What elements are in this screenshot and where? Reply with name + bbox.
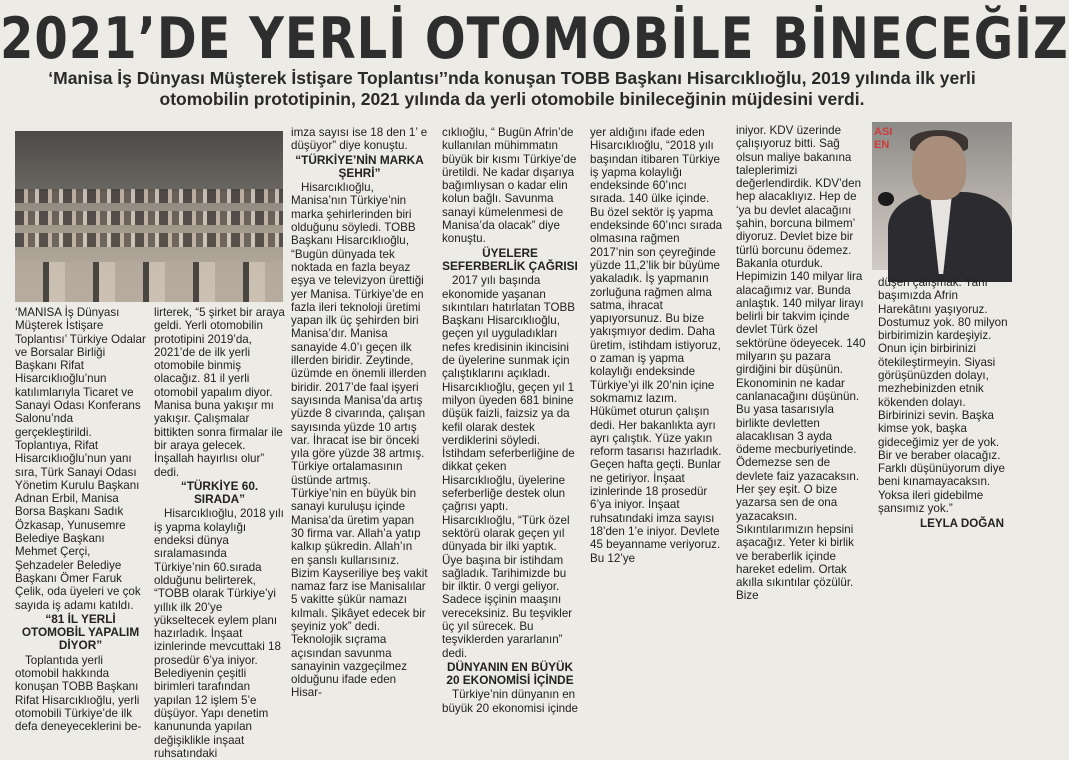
col4-paragraph: Türkiye’nin dünyanın en büyük 20 ekonomisi içinde: [442, 688, 578, 715]
column-3: [291, 126, 428, 700]
headline: 2021’DE YERLİ OTOMOBİLE BİNECEĞİZ: [0, 6, 1069, 73]
speaker-photo: [872, 122, 1012, 270]
col3-subheading: “TÜRKİYE’NİN MARKA ŞEHRİ”: [295, 152, 424, 180]
photo-crowd-row: [15, 233, 283, 247]
author-signature: LEYLA DOĞAN: [920, 517, 1004, 531]
photo-crowd-row: [15, 189, 283, 203]
col1-paragraph: ‘MANISA İş Dünyası Müşterek İstişare Toplantısı’ Türkiye Odalar ve Borsalar Birliği Başkanı Rifat Hisarcıklıoğlu’nun katılımlarıyla Ticaret ve Sanayi Odası Konferans Salonu’nda gerçekleştirildi. Toplantıya, Rifat Hisarcıklıoğlu’nun yanı sıra, Türk Sanayi Odası Yönetim Kurulu Başkanı Adnan Erbil, Manisa Borsa Başkanı Sadık Özkasap, Yunusemre Belediye Başkanı Mehmet Çerçi, Şehzadeler Belediye Başkanı Ömer Faruk Çelik, oda üyeleri ve çok sayıda iş adamı katıldı.: [15, 306, 146, 612]
col2-subheading: “TÜRKİYE 60. SIRADA”: [180, 478, 259, 507]
column-2: [154, 306, 285, 760]
audience-photo: [15, 131, 283, 302]
col4-subheading: ÜYELERE SEFERBERLİK ÇAĞRISI: [442, 245, 578, 273]
col7-paragraph: düşen çalışmak. Yanı başımızda Afrin Harekâtını yaşıyoruz. Dostumuz yok. 80 milyon birbirimizin kardeşiyiz. Onun için birbirinizi ötekileştirmeyin. Siyasi görüşünüzden dolayı, mezhebinizden etnik kökenden dolayı. Birbirinizi sevin. Başka kimse yok, başka gideceğimiz yer de yok. Bir ve beraber olacağız. Farklı düşünüyorum diye beni kınamayacaksın. Yoksa ileri gidebilme şansımız yok.”: [878, 276, 1008, 516]
photo-crowd-row: [15, 211, 283, 225]
column-6: [736, 124, 866, 603]
photo-hall-background: [15, 131, 283, 191]
col5-paragraph: yer aldığını ifade eden Hisarcıklıoğlu, “2018 yılı başından itibaren Türkiye iş yapma kolaylığı endeksinde 60’ıncı sırada. 140 ülke içinde. Bu özel sektör iş yapma endeksinde 60’ıncı sırada olmasına rağmen 2017’nin son çeyreğinde yüzde 11,2’lik bir büyüme yakaladık. İş yapmanın zorluğuna rağmen alma satma, ihracat yapıyorsunuz. Bu bize yakışmıyor dedim. Daha üretim, istihdam istiyoruz, o zaman iş yapma kolaylığı endeksinde Türkiye’yi ilk 20’nin içine sokmamız lazım. Hükümet oturun çalışın dedi. Her bakanlıkta ayrı ayrı çalıştık. Yüze yakın reform tasarısı hazırladık. Geçen hafta geçti. Bunlar ne getiriyor. İnşaat izinlerinde 18 prosedür 6’ya iniyor. İnşaat ruhsatındaki imza sayısı 18’den 1’e iniyor. Devlete 45 beyanname veriyoruz. Bu 12’ye: [590, 126, 723, 565]
col1-paragraph: Toplantıda yerli otomobil hakkında konuşan TOBB Başkanı Rifat Hisarcıklıoğlu, yerli otomobili Türkiye’de ilk defa deneyeceklerini be-: [15, 653, 142, 734]
photo-wall-text: ASI EN: [874, 126, 893, 151]
column-4: [442, 126, 578, 715]
photo-head: [912, 136, 966, 200]
col6-paragraph: iniyor. KDV üzerinde çalışıyoruz bitti. Sağ olsun maliye bakanına taleplerimizi değerlendirdik. KDV’den hep alacaklıyız. Hep de ‘ya bu devlet alacağını şahin, borcuna bilmem’ diyoruz. Devlet bize bir türlü borcunu ödemez. Bakanla oturduk. Hepimizin 140 milyar lira alacağımız var. Bunda anlaştık. 140 milyar lirayı belirli bir takvim içinde devlet Türk özel sektörüne ödeyecek. 140 milyarın şu pazara girdiğini bir düşünün. Ekonominin ne kadar canlanacağını düşünün. Bu yasa tasarısıyla birlikte devletten alacaklısan 3 ayda ödeme mecburiyetinde. Ödemezse sen de devlete faiz yazacaksın. Her şey eşit. O bize yazarsa sen de ona yazacaksın. Sıkıntılarımızın hepsini aşacağız. Yeter ki birlik ve beraberlik içinde hareket edelim. Ortak akılla sıkıntılar çözülür. Bize: [736, 124, 866, 603]
column-1: [15, 306, 146, 734]
col2-paragraph: Hisarcıklıoğlu, 2018 yılı iş yapma kolaylığı endeksi dünya sıralamasında Türkiye’nin 60.sırada olduğunu belirterek, “TOBB olarak Türkiye’yi yıllık ilk 20’ye yükseltecek eylem planı hazırladık. İnşaat izinlerinde mevcuttaki 18 prosedür 6’ya iniyor. Belediyenin çeşitli birimleri tarafından yapılan 12 işlem 5’e düşüyor. Yapı denetim kanununda yapılan değişiklikle inşaat ruhsatındaki: [154, 507, 284, 760]
column-5: [590, 126, 723, 565]
col4-paragraph: cıklıoğlu, “ Bugün Afrin’de kullanılan mühimmatın büyük bir kısmı Türkiye’de üretildi. Ne kadar dışarıya bağımlıysan o kadar elin kolun bağlı. Savunma sanayi kümelenmesi de Manisa’da olacak” diye konuştu.: [442, 126, 577, 246]
col1-subheading: “81 İL YERLİ OTOMOBİL YAPALIM DİYOR”: [21, 611, 140, 653]
photo-front-row: [15, 262, 283, 302]
microphone-icon: [878, 192, 894, 206]
deck-subheadline: ‘Manisa İş Dünyası Müşterek İstişare Toplantısı’’nda konuşan TOBB Başkanı Hisarcıklıoğlu, 2019 yılında ilk yerli otomobilin prototipinin, 2021 yılında da yerli otomobile binileceğinin müjdesini verdi.: [48, 68, 976, 109]
col3-paragraph: imza sayısı ise 18 den 1’ e düşüyor” diye konuştu.: [291, 126, 428, 153]
col2-paragraph: lirterek, “5 şirket bir araya geldi. Yerli otomobilin prototipini 2019’da, 2021’de de ilk yerli otomobile binmiş olacağız. 81 il yerli otomobil yapalım diyor. Manisa buna yakışır mı yakışır. Çalışmalar bittikten sonra firmalar ile bir araya gelecek. İnşallah hayırlısı olur” dedi.: [154, 306, 285, 479]
col4-subheading: DÜNYANIN EN BÜYÜK 20 EKONOMİSİ İÇİNDE: [446, 659, 574, 688]
col4-paragraph: 2017 yılı başında ekonomide yaşanan sıkıntıları hatırlatan TOBB Başkanı Hisarcıklıoğlu, geçen yıl uyguladıkları nefes kredisinin ikincisini de üyelerine sunmak için çalıştıklarını açıkladı. Hisarcıklıoğlu, geçen yıl 1 milyon üyeden 681 binine düşük faizli, faizsiz ya da kefil olarak destek verdiklerini söyledi. İstihdam seferberliğine de dikkat çeken Hisarcıklıoğlu, üyelerine seferberliğe destek olun çağrısı yaptı. Hisarcıklıoğlu, “Türk özel sektörü olarak geçen yıl dünyada bir ilki yaptık. Üye başına bir istihdam sağladık. Tarihimizde bu bir ilktir. 0 vergi geliyor. Sadece işçinin maaşını vereceksiniz. Bu teşvikler üç yıl sürecek. Bu teşviklerden yararlanın” dedi.: [442, 274, 575, 660]
column-7: [878, 276, 1014, 531]
col3-paragraph: Hisarcıklıoğlu, Manisa’nın Türkiye’nin marka şehirlerinden biri olduğunu söyledi. TOBB Başkanı Hisarcıklıoğlu, “Bugün dünyada tek noktada en fazla beyaz eşya ve televizyon ürettiği yer Manisa. Türkiye’de en fazla ileri teknoloji üretimi yapan ilk üç şehirden biri Manisa’dır. Manisa sanayide 4.0’ı geçen ilk illerden biridir. Zeytinde, üzümde en önemli illerden biridir. 2017’de faal işyeri sayısında Manisa’da artış yüzde 8 civarında, çalışan sayısında yüzde 10 artış var. İhracat ise bir önceki yıla göre yüzde 38 artmış. Türkiye ortalamasının üstünde artmış. Türkiye’nin en büyük bin sanayi kuruluşu içinde Manisa’da üretim yapan 30 firma var. Allah’a yatıp kalkıp şükredin. Allah’ın en şanslı kullarısınız. Bizim Kayseriliye beş vakit namaz farz ise Manisalılar 5 vakitte şükür namazı kılmalı. Şikâyet edecek bir şeyiniz yok” dedi. Teknolojik sıçrama açısından savunma sanayinin vazgeçilmez olduğunu ifade eden Hisar-: [291, 181, 428, 700]
